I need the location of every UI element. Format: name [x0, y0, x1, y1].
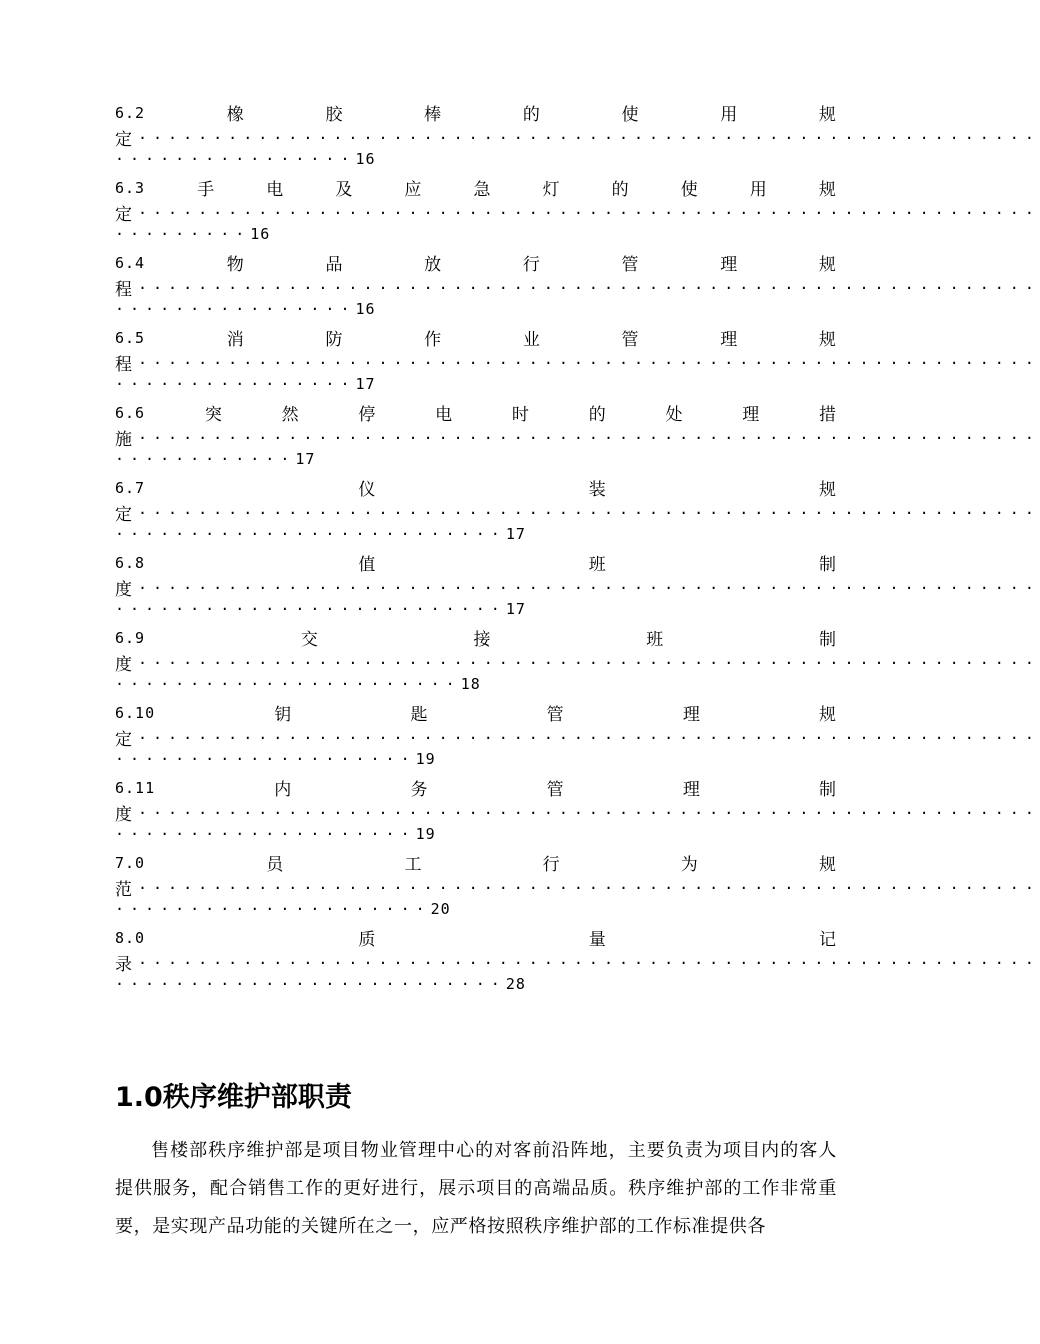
toc-title-last-char: 度 — [115, 805, 132, 825]
toc-leader-dots: ···························································· — [138, 653, 1040, 672]
toc-title-char: 时 — [511, 405, 529, 425]
toc-page-number: 28 — [505, 975, 526, 993]
toc-title-char: 理 — [682, 705, 700, 725]
toc-leader-dots: ···················· — [115, 825, 416, 843]
toc-title-char: 员 — [266, 855, 284, 875]
toc-leader-dots: ·························· — [115, 525, 506, 543]
table-of-contents — [115, 100, 1040, 1000]
toc-title-char: 作 — [424, 330, 442, 350]
toc-title-char: 电 — [435, 405, 453, 425]
toc-title-char: 为 — [680, 855, 698, 875]
toc-page-number: 17 — [355, 375, 376, 393]
toc-title-char: 匙 — [410, 705, 428, 725]
toc-entry[interactable] — [115, 850, 1040, 925]
toc-title-char: 灯 — [542, 180, 560, 200]
toc-title-char: 停 — [358, 405, 376, 425]
toc-leader-dots: ················ — [115, 150, 356, 168]
toc-leader-dots: ···························································· — [138, 953, 1040, 972]
toc-title-char: 制 — [818, 780, 836, 800]
toc-page-number: 16 — [250, 225, 271, 243]
toc-title-char: 接 — [473, 630, 491, 650]
toc-page-number: 20 — [430, 900, 451, 918]
toc-page-number: 19 — [415, 750, 436, 768]
toc-title-char: 管 — [621, 255, 639, 275]
toc-title-char: 急 — [473, 180, 491, 200]
toc-title-char: 规 — [818, 330, 836, 350]
toc-title-char: 仪 — [358, 480, 376, 500]
toc-leader-dots: ·························· — [115, 600, 506, 618]
toc-leader-dots: ···························································· — [138, 353, 1040, 372]
toc-entry[interactable] — [115, 175, 1040, 250]
toc-title-char: 管 — [621, 330, 639, 350]
toc-title-last-char: 范 — [115, 880, 132, 900]
toc-title-char: 规 — [818, 180, 836, 200]
toc-title-char: 业 — [522, 330, 540, 350]
toc-title-char: 装 — [588, 480, 606, 500]
toc-title-last-char: 定 — [115, 505, 132, 525]
toc-leader-dots: ···························································· — [138, 128, 1040, 147]
toc-title-char: 的 — [588, 405, 606, 425]
toc-page-number: 17 — [505, 600, 526, 618]
toc-entry-number: 8.0 — [115, 928, 146, 947]
toc-title-char: 用 — [749, 180, 767, 200]
toc-title-char: 的 — [611, 180, 629, 200]
toc-leader-dots: ···························································· — [138, 503, 1040, 522]
toc-leader-dots: ···························································· — [138, 578, 1040, 597]
toc-page-number: 18 — [460, 675, 481, 693]
toc-leader-dots: ····················· — [115, 900, 431, 918]
toc-leader-dots: ···························································· — [138, 278, 1040, 297]
toc-title-char: 规 — [818, 480, 836, 500]
toc-entry-number: 7.0 — [115, 853, 146, 872]
toc-title-char: 记 — [818, 930, 836, 950]
toc-title-char: 理 — [720, 330, 738, 350]
toc-title-char: 工 — [404, 855, 422, 875]
toc-title-char: 钥 — [274, 705, 292, 725]
toc-title-last-char: 度 — [115, 580, 132, 600]
toc-title-char: 物 — [226, 255, 244, 275]
toc-title-char: 防 — [325, 330, 343, 350]
toc-entry-number: 6.3 — [115, 178, 146, 197]
section-heading: 1.0秩序维护部职责 — [115, 1082, 352, 1113]
toc-title-last-char: 定 — [115, 130, 132, 150]
toc-entry[interactable] — [115, 325, 1040, 400]
toc-title-last-char: 定 — [115, 205, 132, 225]
toc-title-char: 品 — [325, 255, 343, 275]
toc-title-char: 务 — [410, 780, 428, 800]
toc-entry-number: 6.10 — [115, 703, 156, 722]
toc-leader-dots: ···························································· — [138, 728, 1040, 747]
toc-title-char: 值 — [358, 555, 376, 575]
toc-entry-number: 6.7 — [115, 478, 146, 497]
toc-title-char: 措 — [818, 405, 836, 425]
toc-title-last-char: 度 — [115, 655, 132, 675]
toc-title-char: 突 — [204, 405, 222, 425]
toc-title-char: 班 — [646, 630, 664, 650]
toc-title-char: 使 — [680, 180, 698, 200]
toc-title-char: 用 — [720, 105, 738, 125]
toc-leader-dots: ···························································· — [138, 203, 1040, 222]
toc-title-char: 理 — [720, 255, 738, 275]
toc-title-char: 电 — [266, 180, 284, 200]
toc-title-char: 制 — [818, 630, 836, 650]
toc-entry[interactable] — [115, 250, 1040, 325]
toc-title-char: 质 — [358, 930, 376, 950]
toc-leader-dots: ················ — [115, 300, 356, 318]
toc-leader-dots: ······················· — [115, 675, 461, 693]
toc-entry-number: 6.4 — [115, 253, 146, 272]
toc-entry[interactable] — [115, 925, 1040, 1000]
toc-leader-dots: ···························································· — [138, 803, 1040, 822]
toc-title-char: 理 — [682, 780, 700, 800]
toc-title-char: 规 — [818, 255, 836, 275]
toc-title-char: 行 — [542, 855, 560, 875]
toc-leader-dots: ············ — [115, 450, 296, 468]
toc-page-number: 17 — [295, 450, 316, 468]
toc-entry[interactable] — [115, 625, 1040, 700]
toc-entry-number: 6.6 — [115, 403, 146, 422]
toc-title-char: 应 — [404, 180, 422, 200]
toc-title-char: 规 — [818, 705, 836, 725]
toc-title-char: 处 — [665, 405, 683, 425]
toc-leader-dots: ···························································· — [138, 428, 1040, 447]
toc-title-last-char: 程 — [115, 355, 132, 375]
toc-title-last-char: 录 — [115, 955, 132, 975]
toc-entry-number: 6.2 — [115, 103, 146, 122]
toc-title-char: 规 — [818, 105, 836, 125]
body-paragraph: 售楼部秩序维护部是项目物业管理中心的对客前沿阵地，主要负责为项目内的客人提供服务，配合销售工作的更好进行，展示项目的高端品质。秩序维护部的工作非常重要，是实现产品功能的关键所在之一，应严格按照秩序维护部的工作标准提供各 — [115, 1140, 837, 1237]
toc-title-last-char: 程 — [115, 280, 132, 300]
toc-title-char: 管 — [546, 780, 564, 800]
toc-title-char: 棒 — [424, 105, 442, 125]
toc-title-char: 交 — [300, 630, 318, 650]
toc-entry[interactable] — [115, 775, 1040, 850]
toc-title-char: 班 — [588, 555, 606, 575]
toc-title-char: 及 — [335, 180, 353, 200]
toc-title-char: 行 — [522, 255, 540, 275]
toc-leader-dots: ·························· — [115, 975, 506, 993]
toc-title-last-char: 施 — [115, 430, 132, 450]
toc-leader-dots: ···························································· — [138, 878, 1040, 897]
toc-page-number: 17 — [505, 525, 526, 543]
toc-entry-number: 6.9 — [115, 628, 146, 647]
toc-title-char: 手 — [197, 180, 215, 200]
toc-title-char: 使 — [621, 105, 639, 125]
toc-entry-number: 6.11 — [115, 778, 156, 797]
toc-title-char: 理 — [742, 405, 760, 425]
toc-title-char: 放 — [424, 255, 442, 275]
toc-entry[interactable] — [115, 400, 1040, 475]
toc-entry[interactable] — [115, 100, 1040, 175]
toc-entry-number: 6.8 — [115, 553, 146, 572]
toc-title-char: 消 — [226, 330, 244, 350]
toc-leader-dots: ················ — [115, 375, 356, 393]
toc-title-char: 量 — [588, 930, 606, 950]
toc-title-char: 胶 — [325, 105, 343, 125]
toc-entry-number: 6.5 — [115, 328, 146, 347]
toc-entry[interactable] — [115, 700, 1040, 775]
toc-leader-dots: ···················· — [115, 750, 416, 768]
toc-entry[interactable] — [115, 550, 1040, 625]
toc-title-char: 管 — [546, 705, 564, 725]
toc-entry[interactable] — [115, 475, 1040, 550]
toc-title-char: 的 — [522, 105, 540, 125]
toc-title-char: 规 — [818, 855, 836, 875]
toc-title-last-char: 定 — [115, 730, 132, 750]
toc-title-char: 内 — [274, 780, 292, 800]
toc-page-number: 16 — [355, 300, 376, 318]
toc-title-char: 制 — [818, 555, 836, 575]
toc-leader-dots: ········· — [115, 225, 251, 243]
toc-page-number: 19 — [415, 825, 436, 843]
toc-title-char: 然 — [281, 405, 299, 425]
toc-page-number: 16 — [355, 150, 376, 168]
toc-title-char: 橡 — [226, 105, 244, 125]
